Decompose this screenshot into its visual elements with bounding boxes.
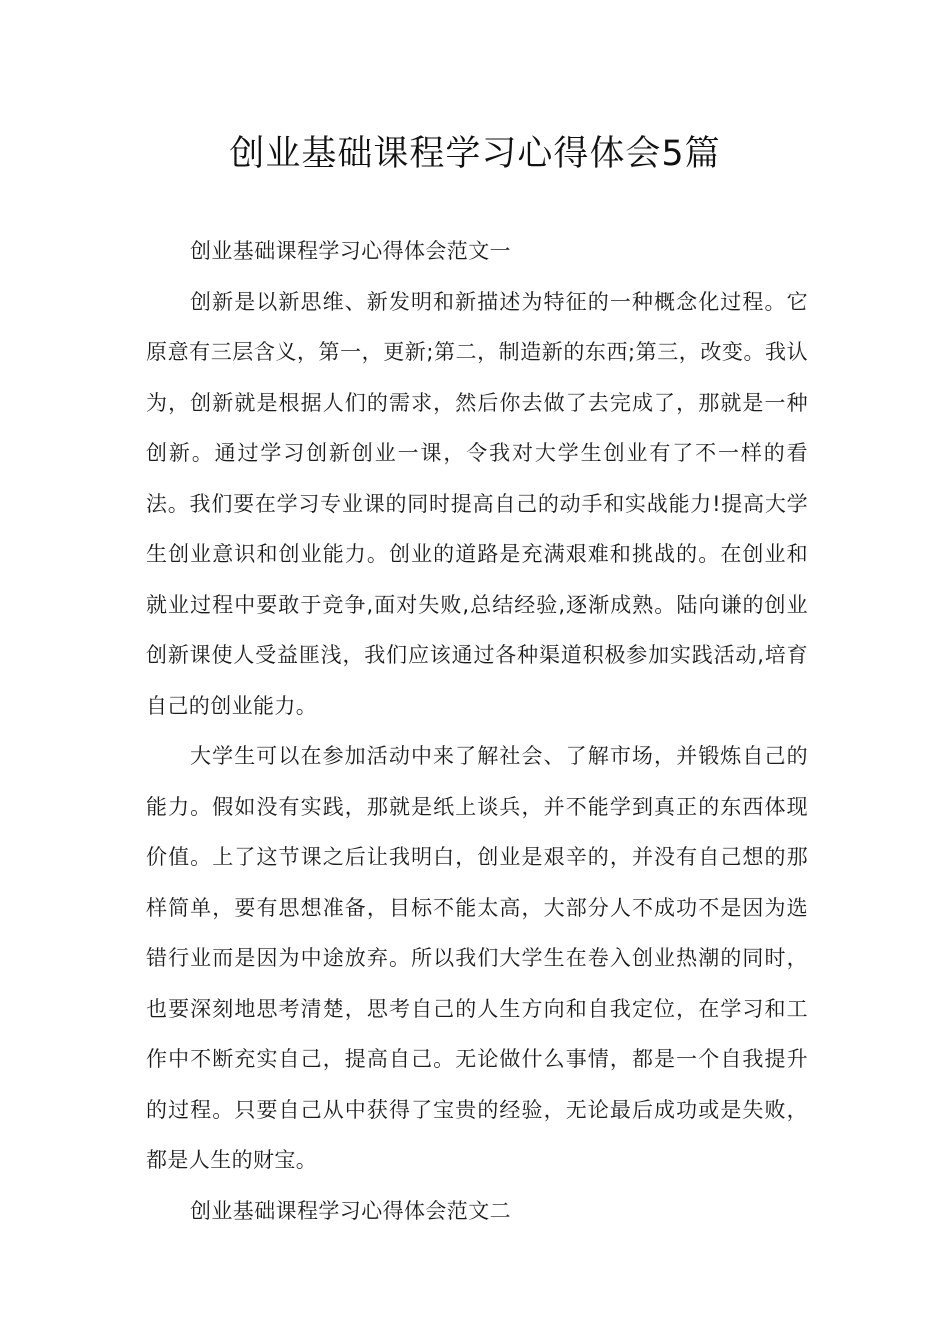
section-heading-2: 创业基础课程学习心得体会范文二 bbox=[190, 1198, 511, 1223]
document-body bbox=[146, 226, 808, 1236]
section-heading-1: 创业基础课程学习心得体会范文一 bbox=[190, 239, 511, 263]
document-title: 创业基础课程学习心得体会5篇 bbox=[229, 134, 721, 174]
paragraph-1: 创新是以新思维、新发明和新描述为特征的一种概念化过程。它原意有三层含义，第一，更新;第二，制造新的东西;第三，改变。我认为，创新就是根据人们的需求，然后你去做了去完成了，那就是一种创新。通过学习创新创业一课，令我对大学生创业有了不一样的看法。我们要在学习专业课的同时提高自己的动手和实战能力!提高大学生创业意识和创业能力。创业的道路是充满艰难和挑战的。在创业和就业过程中要敢于竞争,面对失败,总结经验,逐渐成熟。陆向谦的创业创新课使人受益匪浅，我们应该通过各种渠道积极参加实践活动,培育自己的创业能力。 bbox=[146, 289, 808, 718]
paragraph-2: 大学生可以在参加活动中来了解社会、了解市场，并锻炼自己的能力。假如没有实践，那就是纸上谈兵，并不能学到真正的东西体现价值。上了这节课之后让我明白，创业是艰辛的，并没有自己想的那样简单，要有思想准备，目标不能太高，大部分人不成功不是因为选错行业而是因为中途放弃。所以我们大学生在卷入创业热潮的同时，也要深刻地思考清楚，思考自己的人生方向和自我定位，在学习和工作中不断充实自己，提高自己。无论做什么事情，都是一个自我提升的过程。只要自己从中获得了宝贵的经验，无论最后成功或是失败，都是人生的财宝。 bbox=[146, 744, 808, 1172]
